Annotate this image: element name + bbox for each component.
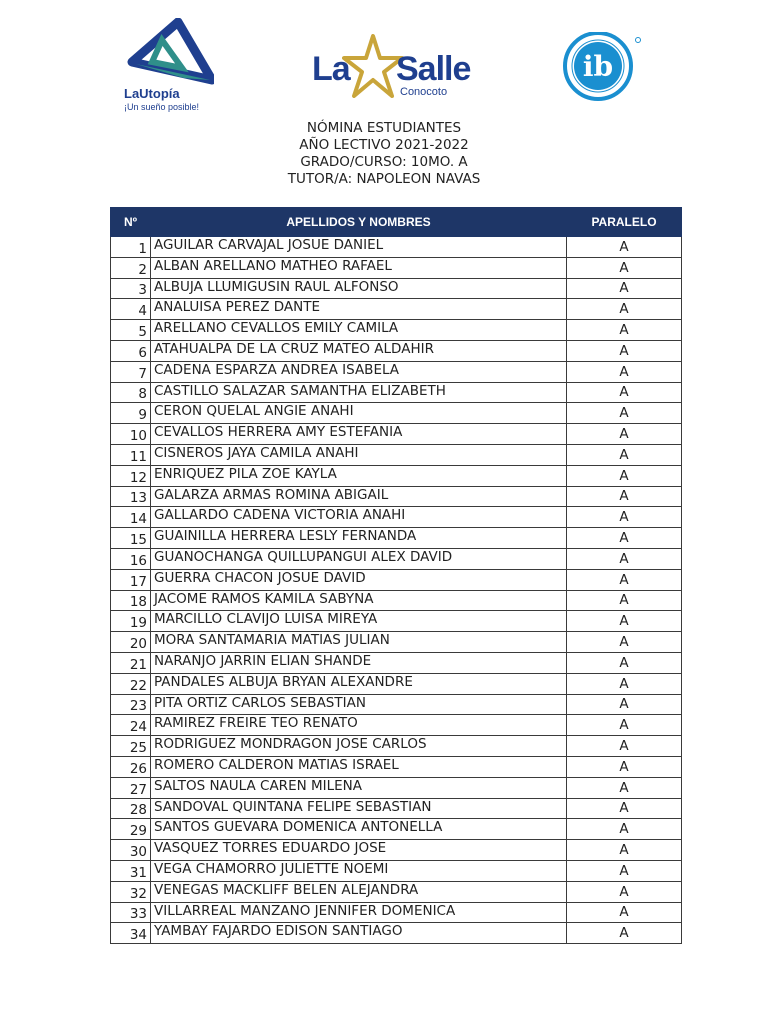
row-number: 8 (111, 382, 151, 403)
la-utopia-logo (118, 18, 218, 114)
parallel-value: A (567, 424, 682, 445)
table-row (111, 756, 682, 777)
table-row (111, 798, 682, 819)
star-icon (342, 34, 404, 98)
table-row (111, 507, 682, 528)
ib-world-school-logo (554, 32, 644, 112)
row-number: 26 (111, 756, 151, 777)
table-row (111, 548, 682, 569)
table-row (111, 715, 682, 736)
student-name: ENRIQUEZ PILA ZOE KAYLA (151, 465, 567, 486)
student-name: GUANOCHANGA QUILLUPANGUI ALEX DAVID (151, 548, 567, 569)
parallel-value: A (567, 798, 682, 819)
student-name: SANTOS GUEVARA DOMENICA ANTONELLA (151, 819, 567, 840)
student-name: CASTILLO SALAZAR SAMANTHA ELIZABETH (151, 382, 567, 403)
la-utopia-slogan: ¡Un sueño posible! (124, 102, 200, 112)
row-number: 1 (111, 237, 151, 258)
parallel-value: A (567, 486, 682, 507)
table-row (111, 486, 682, 507)
parallel-value: A (567, 923, 682, 944)
parallel-value: A (567, 403, 682, 424)
table-row (111, 382, 682, 403)
student-name: CISNEROS JAYA CAMILA ANAHI (151, 444, 567, 465)
row-number: 21 (111, 652, 151, 673)
parallel-value: A (567, 860, 682, 881)
student-name: MARCILLO CLAVIJO LUISA MIREYA (151, 611, 567, 632)
row-number: 29 (111, 819, 151, 840)
row-number: 11 (111, 444, 151, 465)
parallel-value: A (567, 652, 682, 673)
row-number: 5 (111, 320, 151, 341)
parallel-value: A (567, 777, 682, 798)
student-name: VASQUEZ TORRES EDUARDO JOSE (151, 840, 567, 861)
ib-mark: ib (582, 50, 614, 83)
parallel-value: A (567, 382, 682, 403)
table-row (111, 569, 682, 590)
parallel-value: A (567, 444, 682, 465)
student-name: GUERRA CHACON JOSUE DAVID (151, 569, 567, 590)
table-row (111, 278, 682, 299)
parallel-value: A (567, 465, 682, 486)
column-header-parallel: PARALELO (567, 208, 682, 237)
parallel-value: A (567, 320, 682, 341)
parallel-value: A (567, 237, 682, 258)
student-name: VILLARREAL MANZANO JENNIFER DOMENICA (151, 902, 567, 923)
table-row (111, 694, 682, 715)
student-name: CADENA ESPARZA ANDREA ISABELA (151, 361, 567, 382)
table-row (111, 340, 682, 361)
parallel-value: A (567, 548, 682, 569)
student-name: ARELLANO CEVALLOS EMILY CAMILA (151, 320, 567, 341)
student-name: RODRIGUEZ MONDRAGON JOSE CARLOS (151, 736, 567, 757)
table-row (111, 840, 682, 861)
roster-body (111, 237, 682, 944)
parallel-value: A (567, 361, 682, 382)
parallel-value: A (567, 340, 682, 361)
la-utopia-brand: LaUtopía (124, 86, 180, 101)
parallel-value: A (567, 673, 682, 694)
column-header-name: APELLIDOS Y NOMBRES (151, 208, 567, 237)
student-name: ANALUISA PEREZ DANTE (151, 299, 567, 320)
row-number: 27 (111, 777, 151, 798)
table-row (111, 320, 682, 341)
row-number: 13 (111, 486, 151, 507)
student-name: SALTOS NAULA CAREN MILENA (151, 777, 567, 798)
table-row (111, 424, 682, 445)
row-number: 10 (111, 424, 151, 445)
row-number: 33 (111, 902, 151, 923)
document-header (0, 120, 768, 188)
row-number: 15 (111, 528, 151, 549)
header-title: NÓMINA ESTUDIANTES (306, 120, 462, 136)
ib-emblem-icon (554, 32, 644, 112)
student-name: GUAINILLA HERRERA LESLY FERNANDA (151, 528, 567, 549)
table-row (111, 237, 682, 258)
row-number: 22 (111, 673, 151, 694)
row-number: 34 (111, 923, 151, 944)
la-salle-salle-text: Salle (396, 50, 471, 88)
parallel-value: A (567, 819, 682, 840)
table-row (111, 673, 682, 694)
row-number: 24 (111, 715, 151, 736)
row-number: 18 (111, 590, 151, 611)
table-row (111, 736, 682, 757)
header-school-year: AÑO LECTIVO 2021-2022 (299, 137, 469, 153)
row-number: 9 (111, 403, 151, 424)
student-roster-table (110, 207, 682, 944)
row-number: 3 (111, 278, 151, 299)
parallel-value: A (567, 507, 682, 528)
table-row (111, 652, 682, 673)
table-row (111, 777, 682, 798)
student-name: ALBAN ARELLANO MATHEO RAFAEL (151, 257, 567, 278)
parallel-value: A (567, 257, 682, 278)
student-name: VENEGAS MACKLIFF BELEN ALEJANDRA (151, 881, 567, 902)
header-tutor: TUTOR/A: NAPOLEON NAVAS (287, 171, 481, 187)
row-number: 23 (111, 694, 151, 715)
row-number: 17 (111, 569, 151, 590)
table-row (111, 881, 682, 902)
student-name: ATAHUALPA DE LA CRUZ MATEO ALDAHIR (151, 340, 567, 361)
row-number: 19 (111, 611, 151, 632)
row-number: 14 (111, 507, 151, 528)
header-grade: GRADO/CURSO: 10MO. A (300, 154, 468, 170)
row-number: 16 (111, 548, 151, 569)
student-name: ROMERO CALDERON MATIAS ISRAEL (151, 756, 567, 777)
student-name: PANDALES ALBUJA BRYAN ALEXANDRE (151, 673, 567, 694)
parallel-value: A (567, 694, 682, 715)
row-number: 2 (111, 257, 151, 278)
row-number: 4 (111, 299, 151, 320)
student-name: VEGA CHAMORRO JULIETTE NOEMI (151, 860, 567, 881)
table-row (111, 465, 682, 486)
student-name: YAMBAY FAJARDO EDISON SANTIAGO (151, 923, 567, 944)
row-number: 28 (111, 798, 151, 819)
row-number: 31 (111, 860, 151, 881)
parallel-value: A (567, 632, 682, 653)
student-name: GALLARDO CADENA VICTORIA ANAHI (151, 507, 567, 528)
row-number: 20 (111, 632, 151, 653)
column-header-number: Nº (111, 208, 151, 237)
student-name: GALARZA ARMAS ROMINA ABIGAIL (151, 486, 567, 507)
table-row (111, 611, 682, 632)
parallel-value: A (567, 611, 682, 632)
parallel-value: A (567, 299, 682, 320)
student-name: CERON QUELAL ANGIE ANAHI (151, 403, 567, 424)
table-row (111, 590, 682, 611)
row-number: 6 (111, 340, 151, 361)
table-row (111, 632, 682, 653)
table-row (111, 860, 682, 881)
table-row (111, 528, 682, 549)
parallel-value: A (567, 569, 682, 590)
parallel-value: A (567, 715, 682, 736)
row-number: 12 (111, 465, 151, 486)
la-salle-la-text: La (312, 50, 350, 88)
parallel-value: A (567, 528, 682, 549)
table-row (111, 444, 682, 465)
table-row (111, 902, 682, 923)
parallel-value: A (567, 881, 682, 902)
parallel-value: A (567, 840, 682, 861)
student-name: AGUILAR CARVAJAL JOSUE DANIEL (151, 237, 567, 258)
row-number: 25 (111, 736, 151, 757)
parallel-value: A (567, 736, 682, 757)
student-name: CEVALLOS HERRERA AMY ESTEFANIA (151, 424, 567, 445)
la-salle-campus: Conocoto (400, 86, 448, 98)
table-row (111, 403, 682, 424)
student-name: SANDOVAL QUINTANA FELIPE SEBASTIAN (151, 798, 567, 819)
student-name: JACOME RAMOS KAMILA SABYNA (151, 590, 567, 611)
table-header-row (111, 208, 682, 237)
table-row (111, 257, 682, 278)
table-row (111, 923, 682, 944)
parallel-value: A (567, 590, 682, 611)
la-utopia-emblem-icon (122, 18, 214, 86)
student-name: NARANJO JARRIN ELIAN SHANDE (151, 652, 567, 673)
row-number: 7 (111, 361, 151, 382)
row-number: 30 (111, 840, 151, 861)
table-row (111, 299, 682, 320)
parallel-value: A (567, 902, 682, 923)
row-number: 32 (111, 881, 151, 902)
student-name: ALBUJA LLUMIGUSIN RAUL ALFONSO (151, 278, 567, 299)
student-name: PITA ORTIZ CARLOS SEBASTIAN (151, 694, 567, 715)
la-salle-logo (310, 32, 490, 102)
student-name: RAMIREZ FREIRE TEO RENATO (151, 715, 567, 736)
parallel-value: A (567, 278, 682, 299)
table-row (111, 819, 682, 840)
student-name: MORA SANTAMARIA MATIAS JULIAN (151, 632, 567, 653)
table-row (111, 361, 682, 382)
parallel-value: A (567, 756, 682, 777)
